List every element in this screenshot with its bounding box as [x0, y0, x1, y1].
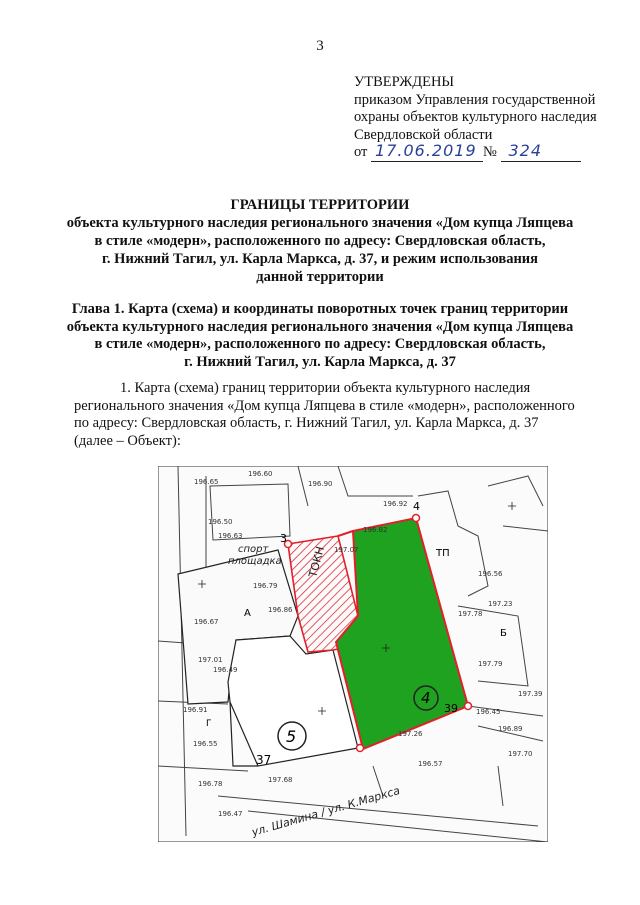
handwritten-date: 17.06.2019 [375, 141, 477, 160]
chapter-heading [40, 301, 600, 371]
chapter-line-4: г. Нижний Тагил, ул. Карла Маркса, д. 37 [184, 353, 456, 370]
paragraph-line-3: по адресу: Свердловская область, г. Нижний Тагил, ул. Карла Маркса, д. 37 [74, 415, 539, 431]
title-line-3: в стиле «модерн», расположенного по адресу: Свердловская область, [94, 233, 546, 249]
paragraph-line-2: регионального значения «Дом купца Ляпцева в стиле «модерн», расположенного [74, 397, 575, 414]
point-label-37: 37 [256, 753, 272, 767]
label-tp: ТП [436, 548, 450, 559]
elevation-21: 196.45 [476, 708, 501, 716]
approval-stamp [354, 74, 624, 162]
point-label-4: 4 [413, 500, 420, 513]
paragraph-line-1 [74, 380, 614, 398]
chapter-line-3: в стиле «модерн», расположенного по адресу: Свердловская область, [94, 336, 546, 352]
elevation-12: 196.82 [363, 526, 388, 534]
elevation-26: 197.39 [518, 690, 543, 698]
elevation-8: 196.90 [308, 480, 333, 488]
paragraph-line-4: (далее – Объект): [74, 432, 181, 449]
elevation-9: 196.92 [383, 500, 408, 508]
elevation-17: 197.78 [458, 610, 483, 618]
circle-4-number: 4 [421, 689, 431, 707]
approval-heading: УТВЕРЖДЕНЫ [354, 74, 455, 90]
boundary-point-37 [357, 745, 364, 752]
boundary-point-39 [465, 703, 472, 710]
elevation-25: 196.78 [198, 780, 223, 788]
elevation-15: 196.49 [213, 666, 238, 674]
street-label: ул. Шамина / ул. К.Маркса [250, 784, 402, 839]
elevation-19: 197.79 [478, 660, 503, 668]
number-prefix: № [483, 144, 497, 160]
approval-line-2: охраны объектов культурного наследия [354, 109, 597, 125]
elevation-5: 196.79 [253, 582, 278, 590]
point-label-39: 39 [444, 702, 458, 715]
elevation-14: 197.01 [198, 656, 223, 664]
circle-5-number: 5 [286, 727, 297, 746]
paragraph-1 [74, 380, 614, 450]
elevation-7: 196.67 [194, 618, 219, 626]
boundary-point-4 [413, 515, 420, 522]
label-a: А [244, 608, 251, 619]
elevation-1: 196.65 [194, 478, 219, 486]
elevation-4: 196.63 [218, 532, 243, 540]
title-line-5: данной территории [256, 269, 384, 285]
title-line-2: объекта культурного наследия регионального значения «Дом купца Ляпцева [66, 215, 574, 231]
label-playground: площадка [228, 556, 282, 567]
elevation-22: 197.70 [508, 750, 533, 758]
label-g: Г [206, 719, 212, 729]
title-line-1: ГРАНИЦЫ ТЕРРИТОРИИ [230, 197, 410, 213]
approval-line-3: Свердловской области [354, 126, 493, 143]
chapter-line-1: Глава 1. Карта (схема) и координаты поворотных точек границ территории [71, 301, 569, 317]
elevation-13: 197.07 [334, 546, 359, 554]
document-title [40, 196, 600, 286]
chapter-line-2: объекта культурного наследия регионального значения «Дом купца Ляпцева [66, 318, 574, 335]
elevation-24: 197.68 [268, 776, 293, 784]
elevation-23: 197.26 [398, 730, 423, 738]
elevation-3: 196.50 [208, 518, 233, 526]
label-sport: спорт [238, 544, 269, 555]
territory-map [158, 466, 548, 842]
point-label-3: 3 [280, 532, 287, 545]
elevation-18: 197.23 [488, 600, 513, 608]
territory-map-svg [158, 466, 548, 842]
page-number: 3 [316, 38, 324, 54]
elevation-10: 196.91 [183, 706, 208, 714]
date-prefix: от [354, 144, 368, 160]
elevation-20: 196.89 [498, 725, 523, 733]
handwritten-number: 324 [508, 141, 543, 160]
approval-line-1: приказом Управления государственной [354, 91, 596, 108]
title-line-4: г. Нижний Тагил, ул. Карла Маркса, д. 37, и режим использования [101, 251, 539, 267]
date-field [371, 141, 483, 162]
elevation-27: 196.57 [418, 760, 443, 768]
elevation-16: 196.56 [478, 570, 503, 578]
elevation-28: 196.47 [218, 810, 243, 818]
label-b: Б [500, 628, 507, 639]
elevation-11: 196.55 [193, 740, 218, 748]
elevation-6: 196.86 [268, 606, 293, 614]
elevation-2: 196.60 [248, 470, 273, 478]
label-tokn: ТОКН [306, 545, 328, 579]
number-field [501, 141, 581, 162]
paragraph-line-1-text: 1. Карта (схема) границ территории объекта культурного наследия [120, 380, 531, 396]
approval-date-row [354, 141, 624, 162]
